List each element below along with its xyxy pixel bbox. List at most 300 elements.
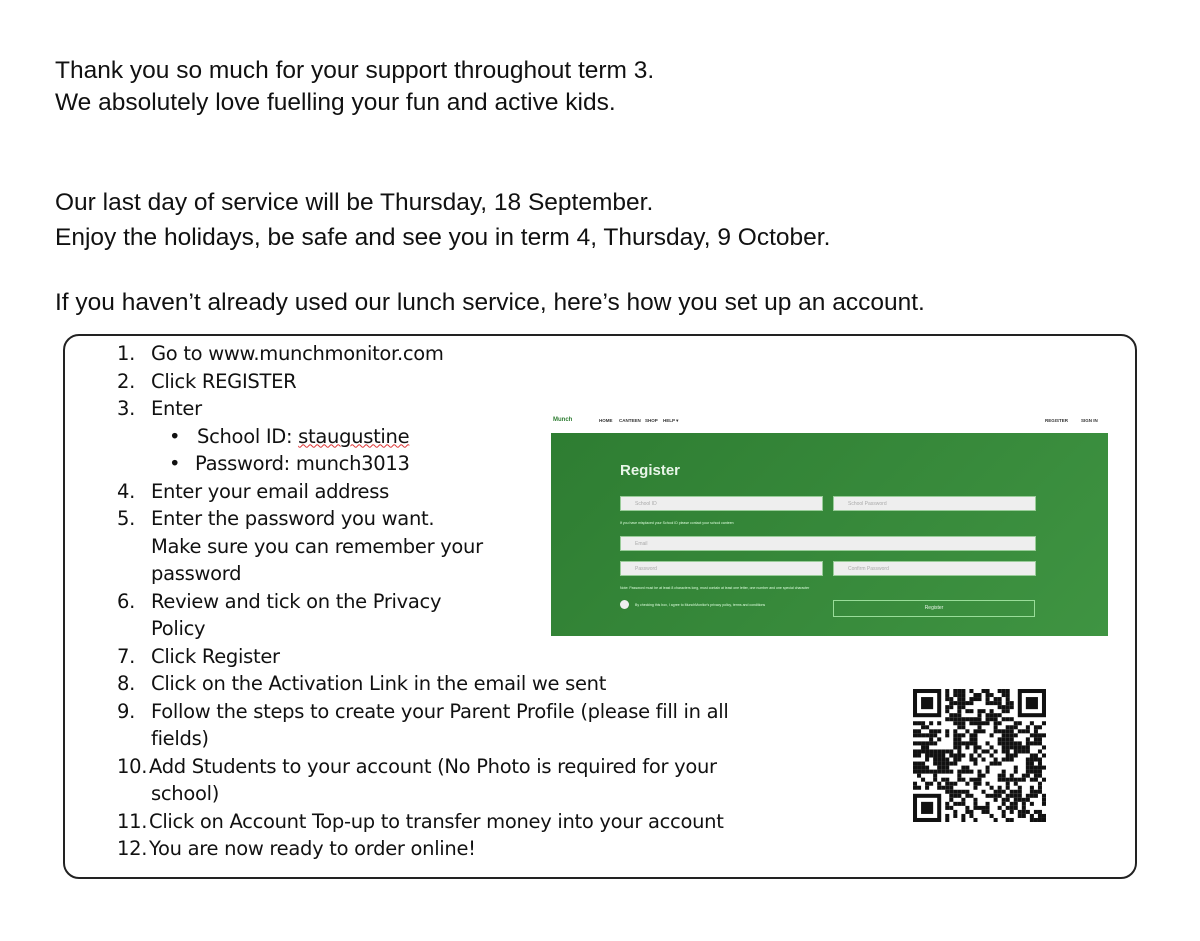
- qr-module: [925, 786, 929, 790]
- qr-module: [957, 790, 961, 794]
- qr-module: [1010, 806, 1014, 810]
- register-panel: Register School ID School Password If you have misplaced your School ID please contact your school canteen Email Password Confirm Password Note: Password must be at least 8 characters long, must contain at least one letter, one number and one special character By checking this box, I agree to MunchMonitor's privacy policy, terms and conditions Register: [551, 433, 1108, 636]
- qr-module: [953, 729, 957, 733]
- qr-module: [925, 753, 929, 757]
- qr-module: [949, 701, 953, 705]
- qr-module: [921, 778, 925, 782]
- qr-module: [917, 721, 921, 725]
- qr-module: [953, 717, 957, 721]
- qr-module: [1002, 689, 1006, 693]
- qr-module: [953, 713, 957, 717]
- qr-module: [937, 758, 941, 762]
- qr-module: [982, 709, 986, 713]
- qr-module: [969, 717, 973, 721]
- email-field: Email: [620, 536, 1036, 551]
- qr-module: [1026, 770, 1030, 774]
- qr-module: [1042, 818, 1046, 822]
- qr-module: [1026, 729, 1030, 733]
- qr-module: [1002, 741, 1006, 745]
- qr-module: [986, 802, 990, 806]
- qr-module: [1034, 741, 1038, 745]
- qr-module: [994, 790, 998, 794]
- qr-module: [986, 749, 990, 753]
- qr-module: [949, 705, 953, 709]
- qr-module: [965, 701, 969, 705]
- qr-module: [986, 810, 990, 814]
- qr-module: [994, 798, 998, 802]
- qr-module: [1030, 818, 1034, 822]
- qr-module: [986, 794, 990, 798]
- qr-module: [917, 753, 921, 757]
- qr-module: [917, 770, 921, 774]
- qr-module: [998, 786, 1002, 790]
- qr-module: [1030, 794, 1034, 798]
- qr-module: [1022, 798, 1026, 802]
- qr-module: [1026, 737, 1030, 741]
- intro-line: We absolutely love fuelling your fun and active kids.: [55, 89, 616, 116]
- qr-module: [913, 762, 917, 766]
- qr-module: [953, 790, 957, 794]
- qr-module: [961, 705, 965, 709]
- qr-module: [994, 749, 998, 753]
- qr-module: [986, 782, 990, 786]
- qr-module: [1034, 774, 1038, 778]
- munch-logo: Munch: [553, 417, 573, 423]
- qr-module: [969, 758, 973, 762]
- qr-module: [937, 753, 941, 757]
- qr-module: [953, 721, 957, 725]
- qr-module: [1006, 786, 1010, 790]
- qr-module: [977, 778, 981, 782]
- qr-module: [929, 753, 933, 757]
- qr-module: [982, 758, 986, 762]
- qr-module: [982, 806, 986, 810]
- qr-module: [965, 770, 969, 774]
- qr-module: [945, 806, 949, 810]
- qr-module: [1002, 749, 1006, 753]
- qr-module: [949, 762, 953, 766]
- qr-module: [945, 790, 949, 794]
- qr-module: [1006, 709, 1010, 713]
- qr-module: [1010, 741, 1014, 745]
- qr-module: [945, 802, 949, 806]
- qr-module: [929, 729, 933, 733]
- intro-line: Thank you so much for your support throughout term 3.: [55, 57, 655, 84]
- qr-module: [929, 737, 933, 741]
- qr-module: [953, 814, 957, 818]
- qr-module: [925, 766, 929, 770]
- qr-module: [933, 762, 937, 766]
- qr-module: [949, 798, 953, 802]
- qr-module: [1030, 814, 1034, 818]
- qr-module: [982, 689, 986, 693]
- qr-module: [937, 749, 941, 753]
- qr-module: [953, 689, 957, 693]
- qr-module: [990, 794, 994, 798]
- qr-module: [965, 782, 969, 786]
- qr-module: [973, 818, 977, 822]
- qr-module: [986, 806, 990, 810]
- qr-module: [986, 721, 990, 725]
- qr-module: [953, 733, 957, 737]
- qr-module: [1042, 798, 1046, 802]
- qr-module: [945, 733, 949, 737]
- qr-module: [1014, 798, 1018, 802]
- qr-module: [1030, 786, 1034, 790]
- qr-module: [994, 758, 998, 762]
- qr-module: [917, 762, 921, 766]
- qr-module: [957, 701, 961, 705]
- qr-module: [945, 709, 949, 713]
- qr-module: [973, 729, 977, 733]
- qr-module: [994, 725, 998, 729]
- qr-module: [973, 802, 977, 806]
- qr-module: [973, 737, 977, 741]
- school-password-field: School Password: [833, 496, 1036, 511]
- qr-module: [961, 701, 965, 705]
- qr-module: [913, 721, 917, 725]
- qr-module: [961, 697, 965, 701]
- qr-module: [1014, 749, 1018, 753]
- qr-module: [933, 733, 937, 737]
- qr-module: [1022, 749, 1026, 753]
- qr-module: [1002, 798, 1006, 802]
- qr-module: [969, 770, 973, 774]
- qr-module: [1006, 806, 1010, 810]
- qr-module: [961, 689, 965, 693]
- qr-module: [1026, 745, 1030, 749]
- register-title: Register: [620, 462, 681, 479]
- qr-module: [925, 733, 929, 737]
- qr-module: [998, 790, 1002, 794]
- qr-module: [917, 786, 921, 790]
- qr-module: [933, 778, 937, 782]
- qr-module: [1006, 818, 1010, 822]
- qr-module: [929, 741, 933, 745]
- qr-module: [957, 778, 961, 782]
- qr-module: [986, 697, 990, 701]
- qr-module: [1034, 818, 1038, 822]
- qr-code: [913, 688, 1046, 823]
- qr-module: [1026, 774, 1030, 778]
- qr-module: [945, 814, 949, 818]
- qr-module: [1034, 794, 1038, 798]
- qr-module: [1030, 758, 1034, 762]
- qr-module: [1042, 721, 1046, 725]
- qr-module: [1014, 782, 1018, 786]
- qr-module: [957, 737, 961, 741]
- qr-module: [1010, 758, 1014, 762]
- qr-module: [990, 753, 994, 757]
- qr-module: [969, 737, 973, 741]
- qr-module: [1026, 810, 1030, 814]
- qr-module: [941, 770, 945, 774]
- qr-module: [969, 778, 973, 782]
- qr-module: [937, 770, 941, 774]
- qr-module: [1010, 701, 1014, 705]
- qr-module: [1006, 725, 1010, 729]
- qr-module: [1014, 790, 1018, 794]
- qr-module: [1030, 753, 1034, 757]
- qr-module: [1018, 786, 1022, 790]
- qr-module: [1018, 778, 1022, 782]
- qr-module: [957, 709, 961, 713]
- qr-module: [994, 721, 998, 725]
- qr-module: [990, 713, 994, 717]
- qr-module: [913, 782, 917, 786]
- qr-module: [953, 745, 957, 749]
- qr-module: [913, 766, 917, 770]
- qr-module: [969, 810, 973, 814]
- qr-module: [953, 753, 957, 757]
- qr-module: [1034, 737, 1038, 741]
- qr-module: [1034, 758, 1038, 762]
- qr-module: [1034, 766, 1038, 770]
- qr-module: [1010, 729, 1014, 733]
- qr-module: [957, 693, 961, 697]
- qr-finder: [1026, 697, 1038, 709]
- qr-module: [1034, 729, 1038, 733]
- qr-module: [1042, 802, 1046, 806]
- qr-module: [1034, 770, 1038, 774]
- intro-line: Our last day of service will be Thursday, 18 September.: [55, 189, 654, 216]
- qr-module: [957, 741, 961, 745]
- qr-module: [1014, 721, 1018, 725]
- qr-module: [1010, 802, 1014, 806]
- qr-module: [973, 733, 977, 737]
- qr-module: [1006, 778, 1010, 782]
- register-button: Register: [833, 600, 1035, 617]
- qr-module: [957, 802, 961, 806]
- qr-module: [929, 782, 933, 786]
- qr-module: [994, 713, 998, 717]
- qr-module: [957, 689, 961, 693]
- qr-module: [1006, 745, 1010, 749]
- qr-module: [1038, 725, 1042, 729]
- qr-module: [937, 782, 941, 786]
- qr-module: [1042, 745, 1046, 749]
- qr-module: [1006, 729, 1010, 733]
- qr-module: [1002, 693, 1006, 697]
- qr-module: [1014, 753, 1018, 757]
- qr-module: [986, 693, 990, 697]
- qr-module: [941, 758, 945, 762]
- qr-module: [1038, 749, 1042, 753]
- qr-module: [1022, 778, 1026, 782]
- qr-module: [1010, 725, 1014, 729]
- qr-module: [1042, 814, 1046, 818]
- qr-module: [1010, 818, 1014, 822]
- school-id-field: School ID: [620, 496, 823, 511]
- qr-module: [1030, 766, 1034, 770]
- qr-module: [933, 774, 937, 778]
- qr-module: [925, 770, 929, 774]
- qr-module: [973, 745, 977, 749]
- qr-module: [1022, 802, 1026, 806]
- qr-module: [957, 794, 961, 798]
- qr-module: [921, 741, 925, 745]
- qr-module: [941, 778, 945, 782]
- qr-module: [953, 701, 957, 705]
- qr-module: [1038, 766, 1042, 770]
- qr-module: [1014, 806, 1018, 810]
- qr-module: [953, 737, 957, 741]
- qr-module: [965, 790, 969, 794]
- qr-module: [1030, 770, 1034, 774]
- qr-module: [998, 794, 1002, 798]
- qr-module: [957, 745, 961, 749]
- qr-module: [1034, 790, 1038, 794]
- qr-module: [1026, 758, 1030, 762]
- qr-module: [933, 729, 937, 733]
- qr-module: [994, 701, 998, 705]
- qr-module: [998, 806, 1002, 810]
- qr-module: [921, 766, 925, 770]
- qr-module: [957, 725, 961, 729]
- qr-module: [977, 774, 981, 778]
- qr-module: [998, 729, 1002, 733]
- qr-module: [1002, 737, 1006, 741]
- qr-module: [925, 745, 929, 749]
- qr-module: [998, 701, 1002, 705]
- qr-module: [969, 721, 973, 725]
- qr-module: [1026, 762, 1030, 766]
- qr-module: [949, 790, 953, 794]
- qr-module: [941, 749, 945, 753]
- qr-module: [1002, 733, 1006, 737]
- qr-module: [965, 741, 969, 745]
- qr-module: [1010, 794, 1014, 798]
- qr-module: [933, 770, 937, 774]
- qr-module: [925, 749, 929, 753]
- qr-module: [977, 713, 981, 717]
- qr-module: [937, 786, 941, 790]
- qr-module: [1006, 737, 1010, 741]
- qr-module: [965, 766, 969, 770]
- qr-module: [1002, 717, 1006, 721]
- qr-module: [990, 693, 994, 697]
- qr-module: [965, 806, 969, 810]
- qr-module: [913, 741, 917, 745]
- qr-module: [925, 725, 929, 729]
- qr-module: [990, 762, 994, 766]
- qr-module: [973, 758, 977, 762]
- qr-module: [1010, 733, 1014, 737]
- qr-module: [945, 697, 949, 701]
- qr-module: [977, 753, 981, 757]
- qr-module: [961, 814, 965, 818]
- qr-module: [990, 814, 994, 818]
- qr-module: [1014, 725, 1018, 729]
- qr-module: [994, 762, 998, 766]
- qr-module: [1002, 802, 1006, 806]
- qr-module: [917, 766, 921, 770]
- qr-module: [913, 753, 917, 757]
- qr-module: [973, 693, 977, 697]
- qr-module: [1006, 782, 1010, 786]
- qr-module: [1018, 814, 1022, 818]
- qr-module: [990, 709, 994, 713]
- qr-module: [921, 725, 925, 729]
- qr-module: [1026, 766, 1030, 770]
- qr-module: [986, 717, 990, 721]
- qr-module: [1038, 810, 1042, 814]
- qr-module: [953, 758, 957, 762]
- qr-module: [1010, 737, 1014, 741]
- qr-module: [1018, 749, 1022, 753]
- qr-module: [1010, 778, 1014, 782]
- qr-module: [921, 733, 925, 737]
- qr-module: [917, 774, 921, 778]
- qr-module: [977, 782, 981, 786]
- qr-module: [1038, 818, 1042, 822]
- qr-module: [1002, 778, 1006, 782]
- qr-module: [961, 802, 965, 806]
- qr-module: [937, 721, 941, 725]
- qr-module: [1022, 729, 1026, 733]
- qr-module: [945, 782, 949, 786]
- qr-module: [1014, 733, 1018, 737]
- qr-module: [957, 758, 961, 762]
- qr-module: [1002, 774, 1006, 778]
- qr-module: [957, 717, 961, 721]
- qr-module: [929, 770, 933, 774]
- qr-module: [990, 786, 994, 790]
- qr-module: [945, 766, 949, 770]
- qr-module: [1018, 798, 1022, 802]
- qr-module: [986, 701, 990, 705]
- qr-module: [969, 689, 973, 693]
- qr-module: [965, 729, 969, 733]
- qr-module: [1002, 709, 1006, 713]
- qr-module: [1006, 717, 1010, 721]
- qr-module: [1006, 733, 1010, 737]
- qr-module: [998, 778, 1002, 782]
- qr-module: [977, 717, 981, 721]
- site-header: Munch HOME CANTEEN SHOP HELP ▾ REGISTER SIGN IN: [551, 408, 1108, 433]
- qr-module: [1026, 741, 1030, 745]
- qr-module: [1014, 778, 1018, 782]
- qr-module: [998, 762, 1002, 766]
- qr-module: [1002, 705, 1006, 709]
- qr-module: [1010, 790, 1014, 794]
- qr-module: [1022, 810, 1026, 814]
- qr-module: [913, 786, 917, 790]
- qr-module: [929, 749, 933, 753]
- qr-module: [1014, 770, 1018, 774]
- qr-module: [1010, 753, 1014, 757]
- qr-module: [986, 741, 990, 745]
- qr-module: [1034, 733, 1038, 737]
- qr-module: [949, 749, 953, 753]
- qr-module: [1026, 798, 1030, 802]
- qr-module: [1038, 782, 1042, 786]
- qr-module: [913, 770, 917, 774]
- qr-module: [977, 729, 981, 733]
- qr-module: [1002, 729, 1006, 733]
- qr-module: [957, 749, 961, 753]
- qr-module: [917, 729, 921, 733]
- qr-module: [941, 766, 945, 770]
- qr-module: [957, 713, 961, 717]
- qr-module: [1014, 766, 1018, 770]
- qr-module: [945, 749, 949, 753]
- qr-module: [941, 786, 945, 790]
- confirm-password-field: Confirm Password: [833, 561, 1036, 576]
- qr-module: [949, 786, 953, 790]
- qr-module: [949, 697, 953, 701]
- qr-module: [998, 705, 1002, 709]
